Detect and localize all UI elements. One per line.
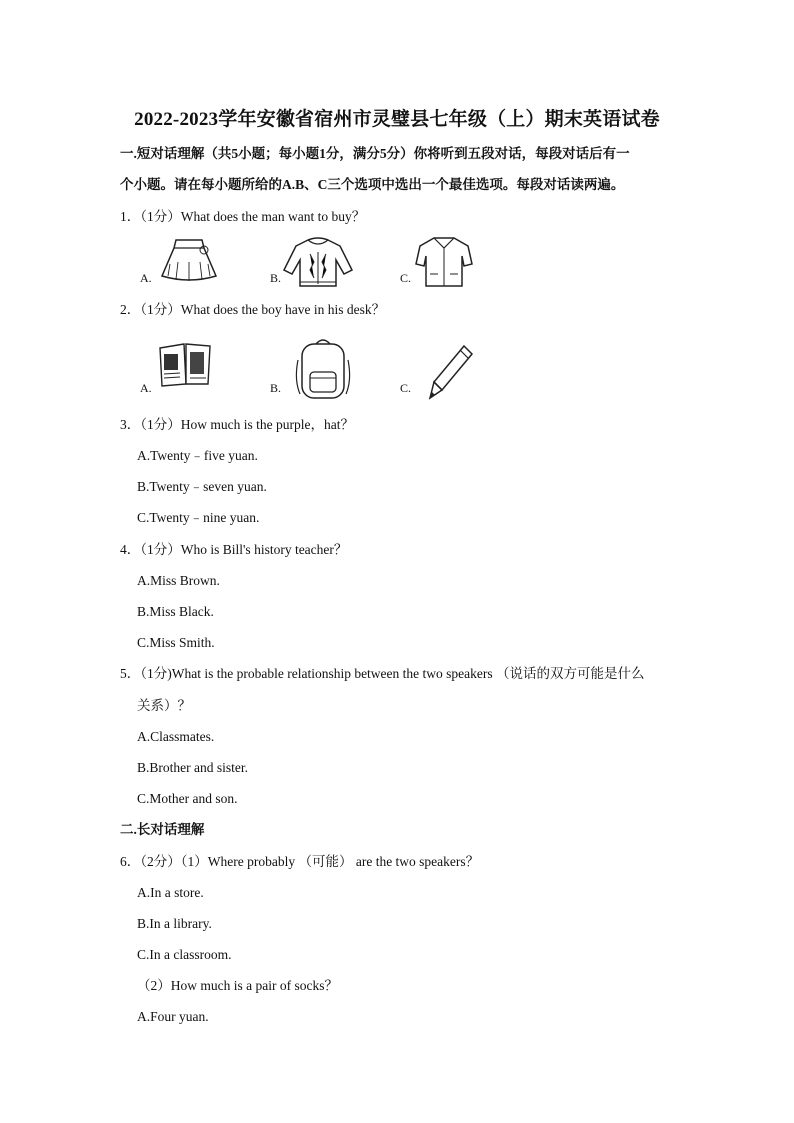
- q2-option-a[interactable]: [140, 336, 270, 404]
- q2-option-c[interactable]: [400, 336, 520, 404]
- q5-option-a[interactable]: A.Classmates.: [137, 729, 215, 744]
- option-label: C.: [400, 271, 412, 285]
- q6-2-option-a[interactable]: A.Four yuan.: [137, 1009, 209, 1024]
- skirt-icon: [158, 236, 220, 284]
- q1-image-options: [140, 230, 520, 294]
- q1-option-a[interactable]: [140, 230, 270, 294]
- q6-stem-2: （2）How much is a pair of socks？: [137, 978, 338, 993]
- q6-1-option-b[interactable]: B.In a library.: [137, 916, 212, 931]
- q2-stem: 2．（1分）What does the boy have in his desk？: [120, 302, 386, 317]
- section1-heading-line2: 个小题。请在每小题所给的A.B、C三个选项中选出一个最佳选项。每段对话读两遍。: [120, 177, 625, 192]
- option-label: A.: [140, 271, 152, 285]
- option-label: B.: [270, 381, 282, 395]
- sweater-icon: [282, 234, 354, 290]
- q6-1-option-c[interactable]: C.In a classroom.: [137, 947, 232, 962]
- q5-option-c[interactable]: C.Mother and son.: [137, 791, 238, 806]
- q4-stem: 4．（1分）Who is Bill's history teacher？: [120, 542, 348, 557]
- option-label: A.: [140, 381, 152, 395]
- q4-option-a[interactable]: A.Miss Brown.: [137, 573, 220, 588]
- q3-stem: 3．（1分）How much is the purple，hat？: [120, 417, 354, 432]
- q3-option-a[interactable]: A.Twenty﹣five yuan.: [137, 448, 258, 463]
- exam-title: 2022-2023学年安徽省宿州市灵璧县七年级（上）期末英语试卷: [134, 109, 660, 130]
- pencil-icon: [426, 342, 476, 402]
- q1-option-b[interactable]: [270, 230, 400, 294]
- q6-stem-1: 6．（2分）（1）Where probably （可能） are the two speakers？: [120, 854, 480, 869]
- backpack-icon: [292, 336, 354, 402]
- q5-stem-line2: 关系）？: [137, 698, 191, 713]
- q4-option-b[interactable]: B.Miss Black.: [137, 604, 214, 619]
- section2-heading: 二.长对话理解: [120, 822, 205, 837]
- q3-option-b[interactable]: B.Twenty﹣seven yuan.: [137, 479, 267, 494]
- q5-stem-line1: 5．（1分)What is the probable relationship between the two speakers （说话的双方可能是什么: [120, 666, 645, 681]
- q1-stem: 1．（1分）What does the man want to buy？: [120, 209, 366, 224]
- option-label: C.: [400, 381, 412, 395]
- magazine-icon: [156, 340, 214, 388]
- q1-option-c[interactable]: [400, 230, 520, 294]
- q3-option-c[interactable]: C.Twenty﹣nine yuan.: [137, 510, 260, 525]
- q2-image-options: [140, 336, 520, 404]
- jacket-icon: [414, 234, 474, 290]
- section1-heading-line1: 一.短对话理解（共5小题；每小题1分，满分5分）你将听到五段对话，每段对话后有一: [120, 146, 630, 161]
- q4-option-c[interactable]: C.Miss Smith.: [137, 635, 215, 650]
- q6-1-option-a[interactable]: A.In a store.: [137, 885, 204, 900]
- option-label: B.: [270, 271, 282, 285]
- q2-option-b[interactable]: [270, 336, 400, 404]
- q5-option-b[interactable]: B.Brother and sister.: [137, 760, 248, 775]
